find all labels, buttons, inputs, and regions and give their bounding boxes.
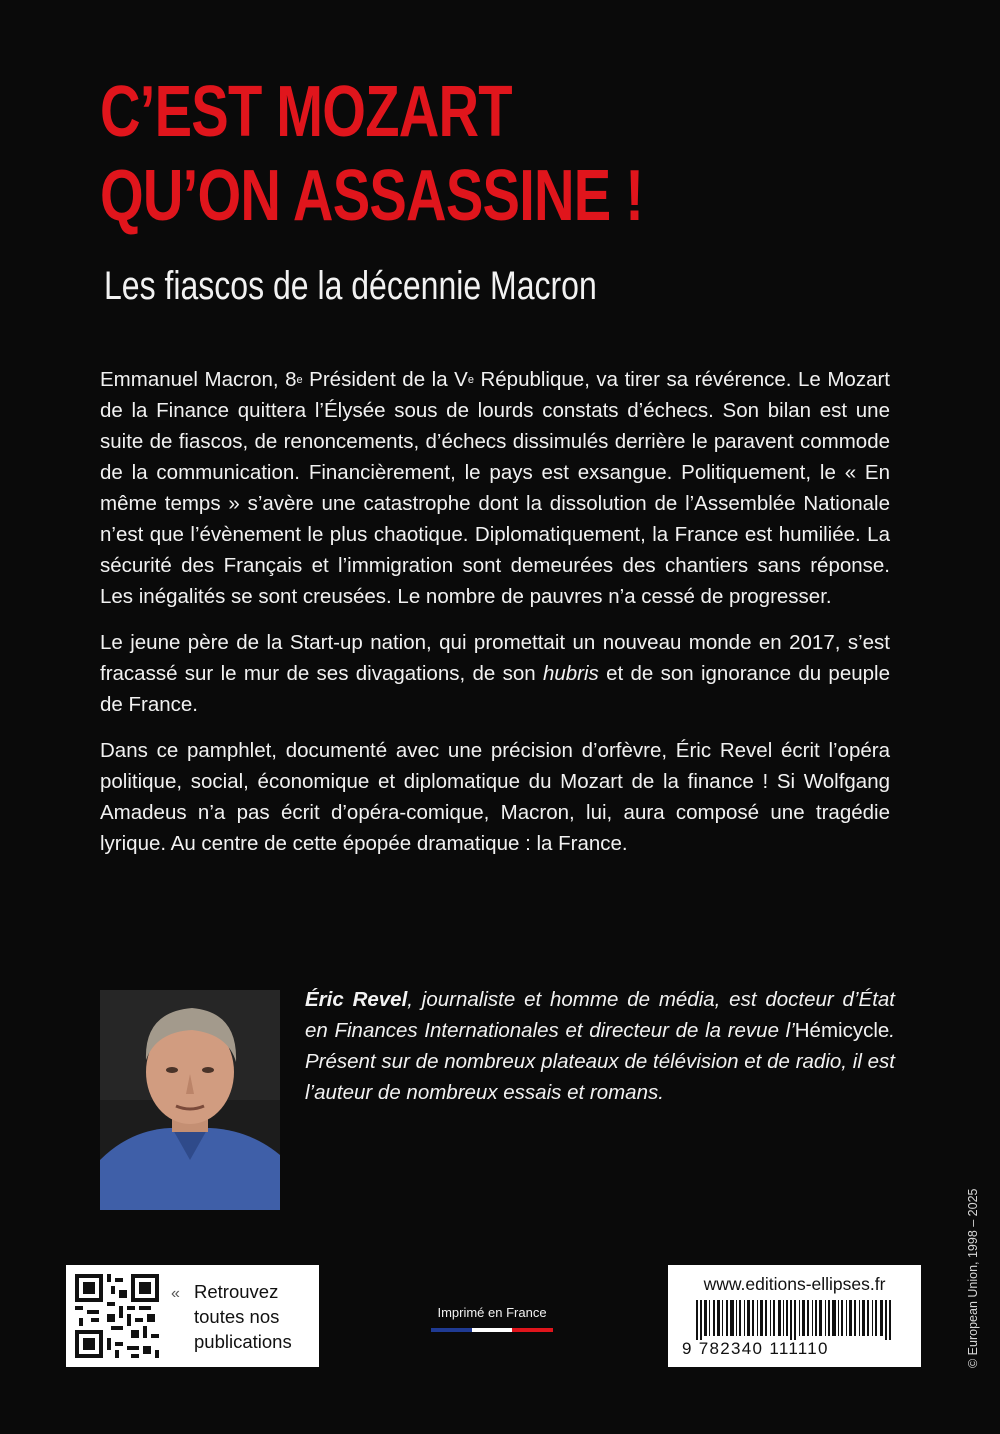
- french-flag-stripe: [431, 1328, 553, 1332]
- chevron-left-icon: «: [171, 1285, 180, 1302]
- book-title: [100, 70, 643, 238]
- printed-in-france-label: Imprimé en France: [437, 1305, 547, 1320]
- author-bio: Éric Revel, journaliste et homme de média, est docteur d’État en Finances Internationales et directeur de la revue l’Hémicycle. Présent sur de nombreux plateaux de télévision et de radio, il est l’auteur de nombreux essais et romans.: [305, 988, 895, 1104]
- blurb-paragraph-3: Dans ce pamphlet, documenté avec une précision d’orfèvre, Éric Revel écrit l’opéra politique, social, économique et diplomatique du Mozart de la finance ! Si Wolfgang Amadeus n’a pas écrit d’opéra-comique, Macron, lui, aura composé une tragédie lyrique. Au centre de cette épopée dramatique : la France.: [100, 739, 890, 855]
- qr-code-panel[interactable]: [66, 1265, 319, 1367]
- flag-red: [512, 1328, 553, 1332]
- qr-caption: Retrouvez toutes nos publications: [194, 1281, 292, 1352]
- back-cover-blurb: [100, 364, 890, 874]
- blurb-paragraph-1: Emmanuel Macron, 8e Président de la Ve République, va tirer sa révérence. Le Mozart de la Finance quittera l’Élysée sous de lourds constats d’échecs. Son bilan est une suite de fiascos, de renoncements, d’échecs dissimulés derrière le paravent commode de la communication. Financièrement, le pays est exsangue. Politiquement, le « En même temps » s’avère une catastrophe dont la dissolution de l’Assemblée Nationale n’est que l’évènement le plus chaotique. Diplomatiquement, la France est humiliée. La sécurité des Français et l’immigration sont demeurées des chantiers sans réponse. Les inégalités se sont creusées. Le nombre de pauvres n’a cessé de progresser.: [100, 368, 890, 608]
- qr-code[interactable]: [75, 1274, 159, 1358]
- barcode-panel: [668, 1265, 921, 1367]
- flag-blue: [431, 1328, 472, 1332]
- publisher-website: www.editions-ellipses.fr: [703, 1274, 886, 1294]
- magazine-name: Hémicycle: [794, 1019, 890, 1042]
- author-photo: [100, 990, 280, 1210]
- author-portrait-illustration: [100, 990, 280, 1210]
- isbn-barcode: [682, 1300, 907, 1340]
- book-subtitle: Les fiascos de la décennie Macron: [104, 264, 597, 308]
- blurb-paragraph-2: Le jeune père de la Start-up nation, qui promettait un nouveau monde en 2017, s’est fracassé sur le mur de ses divagations, de son hubris et de son ignorance du peuple de France.: [100, 631, 890, 716]
- photo-credit: © European Union, 1998 – 2025: [966, 1188, 980, 1368]
- isbn-number: 9 782340 111110: [682, 1339, 829, 1358]
- title-line-2: QU’ON ASSASSINE !: [100, 156, 644, 236]
- flag-white: [472, 1328, 513, 1332]
- title-line-1: C’EST MOZART: [100, 72, 512, 152]
- author-name: Éric Revel: [305, 988, 408, 1011]
